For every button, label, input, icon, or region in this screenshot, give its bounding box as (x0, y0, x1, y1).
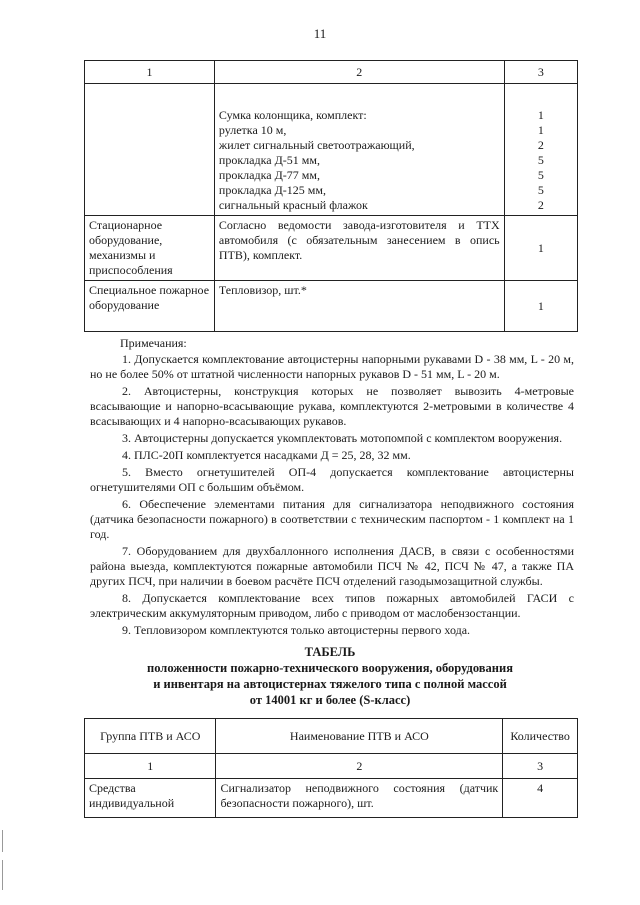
group-cell: Стационарное оборудование, механизмы и приспособления (85, 216, 215, 281)
table-header-row (85, 719, 578, 754)
list-item: рулетка 10 м, (218, 123, 287, 137)
note-item: 3. Автоцистерны допускается укомплектовать мотопомпой с комплектом вооружения. (122, 431, 563, 445)
name-cell: Сигнализатор неподвижного состояния (датчик безопасности пожарного), шт. (216, 779, 503, 818)
page-number: 11 (313, 26, 327, 41)
scan-margin-mark (2, 830, 3, 852)
qty-value: 2 (537, 198, 544, 212)
column-number-row (85, 754, 578, 779)
note-item: 5. Вместо огнетушителей ОП-4 допускается комплектование автоцистерны огнетушителями ОП с большим объёмом. (90, 465, 574, 494)
col-header-name: Наименование ПТВ и АСО (216, 719, 503, 754)
name-cell: Тепловизор, шт.* (214, 281, 504, 332)
table-row (85, 84, 578, 216)
table-row (85, 216, 578, 281)
col-number-1: 1 (85, 61, 215, 84)
qty-cell: 4 (503, 779, 578, 818)
notes-section (90, 336, 574, 640)
items-cell (214, 84, 504, 216)
group-cell: Средства индивидуальной (85, 779, 216, 818)
note-item: 6. Обеспечение элементами питания для сигнализатора неподвижного состояния (датчика безопасности пожарного) в соответствии с техническим паспортом - 1 комплект на 1 год. (90, 497, 574, 541)
qty-cell: 1 (504, 281, 577, 332)
list-item: прокладка Д-125 мм, (218, 183, 326, 197)
equipment-table-continued (84, 60, 578, 332)
col-number-3: 3 (503, 754, 578, 779)
qty-value: 2 (537, 138, 544, 152)
list-item: прокладка Д-51 мм, (218, 153, 320, 167)
equipment-table (84, 718, 578, 818)
qty-value: 5 (537, 168, 544, 182)
note-item: 2. Автоцистерны, конструкция которых не позволяет вывозить 4-метровые всасывающие и напорно-всасывающие рукава, комплектуются 2-метровыми в количестве 4 всасывающих и 4 напорно-всасывающих рукавов. (90, 384, 574, 428)
table-row (85, 281, 578, 332)
note-item: 1. Допускается комплектование автоцистерны напорными рукавами D - 38 мм, L - 20 м, но не более 50% от штатной численности напорных рукавов D - 51 мм, L - 20 м. (90, 352, 574, 381)
group-cell: Специальное пожарное оборудование (85, 281, 215, 332)
qty-value: 5 (537, 183, 544, 197)
col-number-3: 3 (504, 61, 577, 84)
qty-cell: 1 (504, 216, 577, 281)
tabel-subtitle: и инвентаря на автоцистернах тяжелого типа с полной массой (153, 677, 507, 691)
tabel-heading (120, 644, 540, 708)
col-number-1: 1 (85, 754, 216, 779)
col-header-qty: Количество (503, 719, 578, 754)
name-cell: Согласно ведомости завода-изготовителя и ТТХ автомобиля (с обязательным занесением в опись ПТВ), комплект. (214, 216, 504, 281)
tabel-subtitle: положенности пожарно-технического вооружения, оборудования (147, 661, 513, 675)
qty-value: 1 (537, 108, 544, 122)
list-item: Сумка колонщика, комплект: (218, 108, 367, 122)
col-number-2: 2 (214, 61, 504, 84)
list-item: прокладка Д-77 мм, (218, 168, 320, 182)
scan-margin-mark (2, 860, 3, 890)
list-item: сигнальный красный флажок (218, 198, 368, 212)
table-header-row (85, 61, 578, 84)
tabel-title: ТАБЕЛЬ (304, 645, 356, 659)
note-item: 9. Тепловизором комплектуются только автоцистерны первого хода. (122, 623, 471, 637)
notes-title: Примечания: (120, 336, 187, 350)
note-item: 7. Оборудованием для двухбаллонного исполнения ДАСВ, в связи с особенностями района выезда, комплектуются пожарные автомобили ПСЧ № 42, ПСЧ № 47, а также ПА других ПСЧ, при наличии в боевом расчёте ПСЧ отделений газодымозащитной службы. (90, 544, 574, 588)
col-number-2: 2 (216, 754, 503, 779)
note-item: 8. Допускается комплектование всех типов пожарных автомобилей ГАСИ с электрическим аккумуляторным приводом, либо с приводом от маслобензостанции. (90, 591, 574, 620)
qty-cell (504, 84, 577, 216)
qty-value: 1 (537, 123, 544, 137)
table-row (85, 779, 578, 818)
group-cell (85, 84, 215, 216)
qty-value: 5 (537, 153, 544, 167)
note-item: 4. ПЛС-20П комплектуется насадками Д = 25, 28, 32 мм. (122, 448, 411, 462)
tabel-subtitle: от 14001 кг и более (S-класс) (249, 693, 411, 707)
col-header-group: Группа ПТВ и АСО (85, 719, 216, 754)
list-item: жилет сигнальный светоотражающий, (218, 138, 415, 152)
